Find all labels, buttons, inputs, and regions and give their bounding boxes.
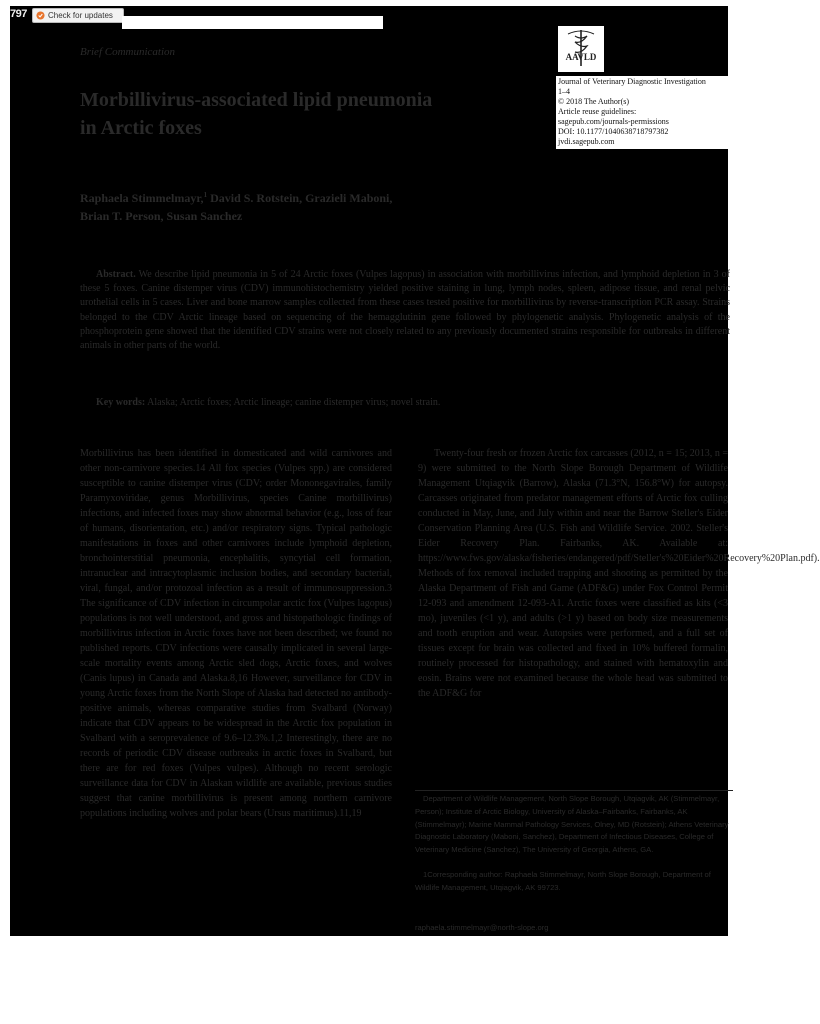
abstract-label: Abstract. [96, 269, 136, 280]
author-names-line2: Brian T. Person, Susan Sanchez [80, 209, 243, 223]
article-page [10, 6, 820, 936]
body-right-column: Twenty-four fresh or frozen Arctic fox carcasses (2012, n = 15; 2013, n = 9) were submitted to the North Slope Borough Department of Wildlife Management Utqiagvik (Barrow), Alaska (71.3°N, 156.8°W) for autopsy. Carcasses originated from predator management efforts of Arctic fox culling conducted in May, June, and July within and near the Barrow Steller's Eider Conservation Planning Area (U.S. Fish and Wildlife Service. 2002. Steller's Eider Recovery Plan. Fairbanks, AK. Available at: https://www.fws.gov/alaska/fisheries/endangered/pdf/Steller's%20Eider%20Recovery%20Plan.pdf). Methods of fox removal included trapping and shooting as permitted by the Alaska Department of Fish and Game (ADF&G) under Fox Control Permit 12-093 and amendment 12-093-A1. Arctic foxes were classified as kits (<3 mo), juveniles (<1 y), and adults (>1 y) based on body size measurements and tooth eruption and wear. Autopsies were performed, and a full set of tissues except for brain was collected and fixed in 10% buffered formalin, routinely processed for histopathology, and stained with hematoxylin and eosin. Brains were not examined because the whole head was submitted to the ADF&G for [418, 448, 820, 699]
journal-name: Journal of Veterinary Diagnostic Investigation [558, 77, 706, 86]
author-names: David S. Rotstein, Grazieli Maboni, [207, 191, 393, 205]
page-number: 797 [10, 8, 27, 20]
journal-info [556, 76, 740, 149]
body-left-column: Morbillivirus has been identified in domesticated and wild carnivores and other non-carnivore species.14 All fox species (Vulpes spp.) are considered susceptible to canine distemper virus (CDV; order Mononegavirales, family Paramyxoviridae, genus Morbillivirus, species Canine morbillivirus) infections, and infected foxes may show abnormal behavior (e.g., loss of fear of humans, disorientation, etc.) and/or respiratory signs. Typical pathologic manifestations in foxes and other carnivores include lymphoid depletion, bronchointerstitial pneumonia, encephalitis, syncytial cell formation, intranuclear and intracytoplasmic inclusion bodies, and secondary bacterial, viral, fungal, and/or protozoal infection as a result of immunosuppression.3 The significance of CDV infection in circumpolar arctic fox (Vulpes lagopus) populations is not well understood, and gross and histopathologic findings of morbillivirus infection in Arctic foxes have not been described; we found no published reports. CDV infections were causally implicated in several large-scale mortality events among Arctic sled dogs, Arctic foxes, and wolves (Canis lupus) in Canada and Alaska.8,16 However, surveillance for CDV in young Arctic foxes from the North Slope of Alaska had detected no antibody-positive animals, whereas comparative studies from Svalbard (Norway) indicate that CDV appears to be widespread in the Arctic fox population in Svalbard with a seroprevalence of 9.6–12.3%.1,2 Interestingly, there are no records of periodic CDV disease outbreaks in arctic foxes in Svalbard, but there are for red foxes (Vulpes vulpes). Although no recent serologic surveillance data for CDV in Alaskan wildlife are available, previous studies suggest that canine morbillivirus is present among northern carnivore populations including wolves and polar bears (Ursus maritimus).11,19 [80, 448, 392, 819]
journal-reuse: Article reuse guidelines: [558, 107, 637, 116]
author-name: Raphaela Stimmelmayr, [80, 191, 204, 205]
abstract-text: We describe lipid pneumonia in 5 of 24 Arctic foxes (Vulpes lagopus) in association with morbillivirus infection, and lymphoid depletion in 3 of these 5 foxes. Canine distemper virus (CDV) immunohistochemistry yielded positive staining in lung, lymph nodes, spleen, adipose tissue, and renal pelvic urothelial cells in 5 cases. Liver and bone marrow samples collected from these cases tested positive for morbillivirus by reverse-transcription PCR assay. Strains belonged to the CDV Arctic lineage based on sequencing of the hemagglutinin gene followed by phylogenetic analysis. Phylogenetic analysis of the phosphoprotein gene showed that the identified CDV strains were not closely related to any previously documented strains responsible for outbreaks in different animals in other parts of the world. [80, 269, 730, 352]
journal-pages: 1–4 [558, 87, 570, 96]
journal-doi[interactable]: DOI: 10.1177/1040638718797382 [558, 127, 669, 136]
corresponding-author: 1Corresponding author: Raphaela Stimmelmayr, North Slope Borough, Department of Wildlife Management, Utqiagvik, AK 99723. [415, 869, 711, 892]
keywords-text: Alaska; Arctic foxes; Arctic lineage; canine distemper virus; novel strain. [145, 397, 441, 408]
header-bar [122, 16, 383, 29]
keywords [96, 396, 696, 410]
article-title: Morbillivirus-associated lipid pneumonia in Arctic foxes [80, 89, 433, 139]
logo-text: AAVLD [565, 52, 597, 62]
author-superscript: 1 [203, 191, 208, 199]
check-updates-icon [36, 11, 45, 20]
affiliations-footnote [415, 790, 733, 895]
journal-url[interactable]: jvdi.sagepub.com [558, 137, 615, 146]
aavld-logo [558, 26, 604, 72]
section-label: Brief Communication [80, 46, 176, 58]
journal-copyright: © 2018 The Author(s) [558, 97, 630, 106]
affiliations-text: Department of Wildlife Management, North Slope Borough, Utqiagvik, AK (Stimmelmayr, Person); Institute of Arctic Biology, University of Alaska–Fairbanks, Fairbanks, AK (Stimmelmayr); Marine Mammal Pathology Services, Olney, MD (Rotstein); Athens Veterinary Diagnostic Laboratory (Maboni, Sanchez), Department of Infectious Diseases, College of Veterinary Medicine (Sanchez), The University of Georgia, Athens, GA. [415, 794, 729, 855]
journal-permissions-link[interactable]: sagepub.com/journals-permissions [558, 117, 669, 126]
abstract [80, 268, 730, 353]
corresponding-email[interactable]: raphaela.stimmelmayr@north-slope.org [415, 923, 549, 932]
keywords-label: Key words: [96, 397, 146, 408]
check-for-updates-label: Check for updates [48, 11, 113, 20]
author-list [80, 186, 560, 225]
check-for-updates-button[interactable] [32, 8, 124, 23]
